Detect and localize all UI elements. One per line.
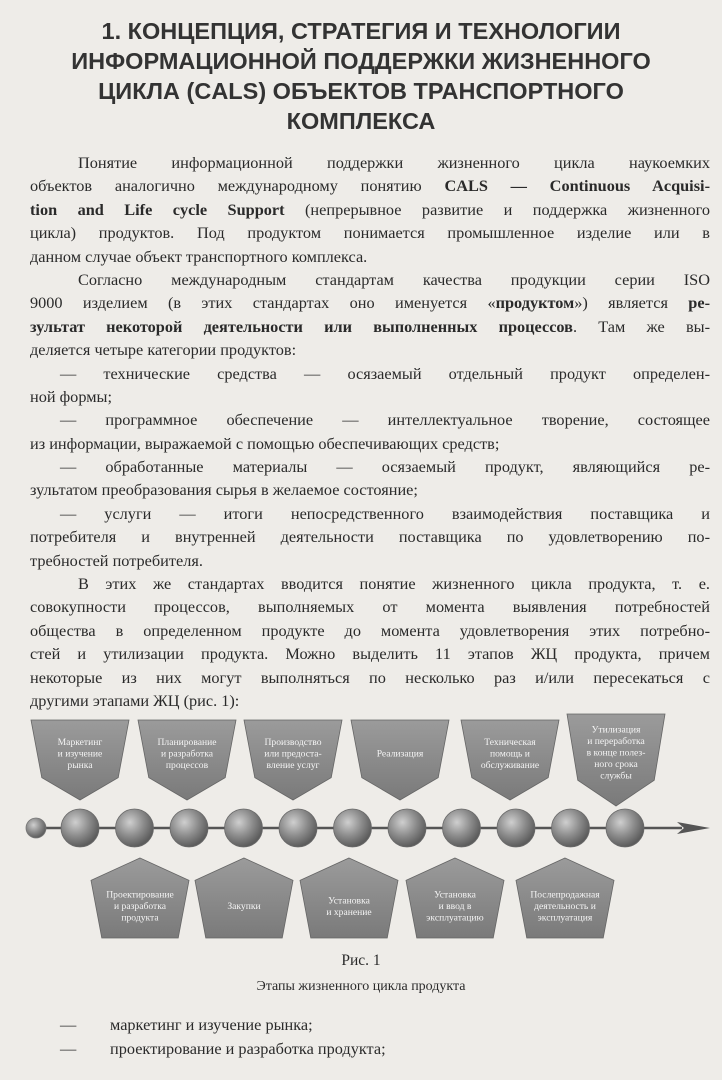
stage-ball: [334, 809, 372, 847]
stage-label: Закупки: [227, 901, 261, 912]
body-text: [30, 151, 710, 712]
bold-term: CALS — Continuous Acquisi-: [444, 176, 710, 196]
stage-ball: [225, 809, 263, 847]
stage-ball: [443, 809, 481, 847]
text-line: [30, 315, 710, 338]
text-run: ») является: [574, 293, 689, 313]
list-item-line: требностей потребителя.: [30, 550, 203, 570]
text-run: 9000 изделием (в этих стандартах оно именуется «: [30, 293, 496, 313]
stage-label: Проектирование и разработка продукта: [106, 889, 174, 924]
heading-line: ИНФОРМАЦИОННОЙ ПОДДЕРЖКИ ЖИЗНЕННОГО: [71, 48, 651, 74]
stage-label: Производство или предоста-вление услуг: [264, 737, 322, 772]
dash-marker: —: [60, 1039, 77, 1058]
text-line: цикла) продуктов. Под продуктом понимается промышленное изделие или в: [30, 223, 710, 243]
bold-term: продуктом: [495, 293, 575, 313]
list-item-line: зультатом преобразования сырья в желаемое состояние;: [30, 480, 418, 500]
text-line: Понятие информационной поддержки жизненного цикла наукоемких: [78, 153, 710, 172]
text-run: (непрерывное развитие и поддержка жизненного: [284, 199, 711, 219]
stage-label: Послепродажная деятельность и эксплуатация: [530, 889, 600, 924]
stage-ball: [116, 809, 154, 847]
list-item: [60, 1037, 700, 1061]
text-run: . Там же вы-: [572, 316, 710, 336]
stage-ball: [388, 809, 426, 847]
bold-term: tion and Life cycle Support: [30, 199, 285, 219]
text-line: Согласно международным стандартам качества продукции серии ISO: [78, 269, 710, 289]
bold-term: зультат некоторой деятельности или выполненных процессов: [30, 316, 573, 336]
stage-ball: [279, 809, 317, 847]
heading-line: ЦИКЛА (CALS) ОБЪЕКТОВ ТРАНСПОРТНОГО: [98, 78, 624, 104]
stage-ball: [606, 809, 644, 847]
stage-label: Реализация: [376, 748, 424, 760]
list-item-line: — обработанные материалы — осязаемый продукт, являющийся ре-: [60, 457, 710, 477]
list-item-line: ной формы;: [30, 386, 112, 406]
heading-line: 1. КОНЦЕПЦИЯ, СТРАТЕГИЯ И ТЕХНОЛОГИИ: [101, 18, 621, 44]
text-line: деляется четыре категории продуктов:: [30, 340, 297, 360]
heading-line: КОМПЛЕКСА: [286, 108, 436, 134]
stage-label: Установка и ввод в эксплуатацию: [426, 889, 484, 924]
stage-label: Планирование и разработка процессов: [157, 737, 217, 772]
list-item-line: из информации, выражаемой с помощью обеспечивающих средств;: [30, 433, 500, 453]
timeline-start-ball: [26, 818, 46, 838]
figure-number: Рис. 1: [341, 952, 381, 969]
text-line: общества в определенном продукте до момента удовлетворения этих потребно-: [30, 620, 710, 640]
list-item-line: — программное обеспечение — интеллектуальное творение, состоящее: [60, 410, 710, 430]
bold-term: ре-: [688, 293, 710, 313]
stage-label: Установка и хранение: [326, 895, 372, 918]
stage-label: Утилизация и переработка в конце полез-ного срока службы: [586, 724, 646, 782]
stage-label: Маркетинг и изучение рынка: [57, 737, 103, 772]
figure-caption: Этапы жизненного цикла продукта: [256, 979, 466, 994]
stage-ball: [61, 809, 99, 847]
lifecycle-figure: [22, 708, 712, 948]
text-line: [30, 174, 710, 197]
bullet-list: [60, 1013, 700, 1061]
stage-label: Техническая помощь и обслуживание: [480, 737, 540, 772]
text-line: В этих же стандартах вводится понятие жизненного цикла продукта, т. е.: [78, 574, 710, 594]
text-line: [30, 291, 710, 314]
list-item-line: — технические средства — осязаемый отдельный продукт определен-: [60, 363, 710, 383]
text-run: объектов аналогично международному понятию: [30, 176, 445, 196]
chapter-heading: [20, 16, 702, 136]
dash-marker: —: [60, 1015, 77, 1034]
text-line: другими этапами ЖЦ (рис. 1):: [30, 690, 240, 710]
text-line: данном случае объект транспортного комплекса.: [30, 246, 368, 266]
text-line: некоторые из них могут выполняться по несколько раз и/или пересекаться с: [30, 667, 710, 687]
list-item-line: — услуги — итоги непосредственного взаимодействия поставщика и: [60, 503, 710, 523]
list-item: [60, 1013, 700, 1037]
stage-pentagon-top: [351, 720, 449, 800]
text-line: совокупности процессов, выполняемых от момента выявления потребностей: [30, 597, 710, 617]
stage-pentagon-bottom: [195, 858, 293, 938]
text-line: стей и утилизации продукта. Можно выделить 11 этапов ЖЦ продукта, причем: [30, 644, 710, 664]
text-line: [30, 198, 710, 221]
list-item-line: потребителя и внутренней деятельности поставщика по удовлетворению по-: [30, 527, 710, 547]
lifecycle-diagram: [22, 708, 712, 948]
stage-ball: [497, 809, 535, 847]
list-item-text: проектирование и разработка продукта;: [110, 1039, 386, 1058]
list-item-text: маркетинг и изучение рынка;: [110, 1015, 313, 1034]
stage-ball: [170, 809, 208, 847]
stage-ball: [552, 809, 590, 847]
